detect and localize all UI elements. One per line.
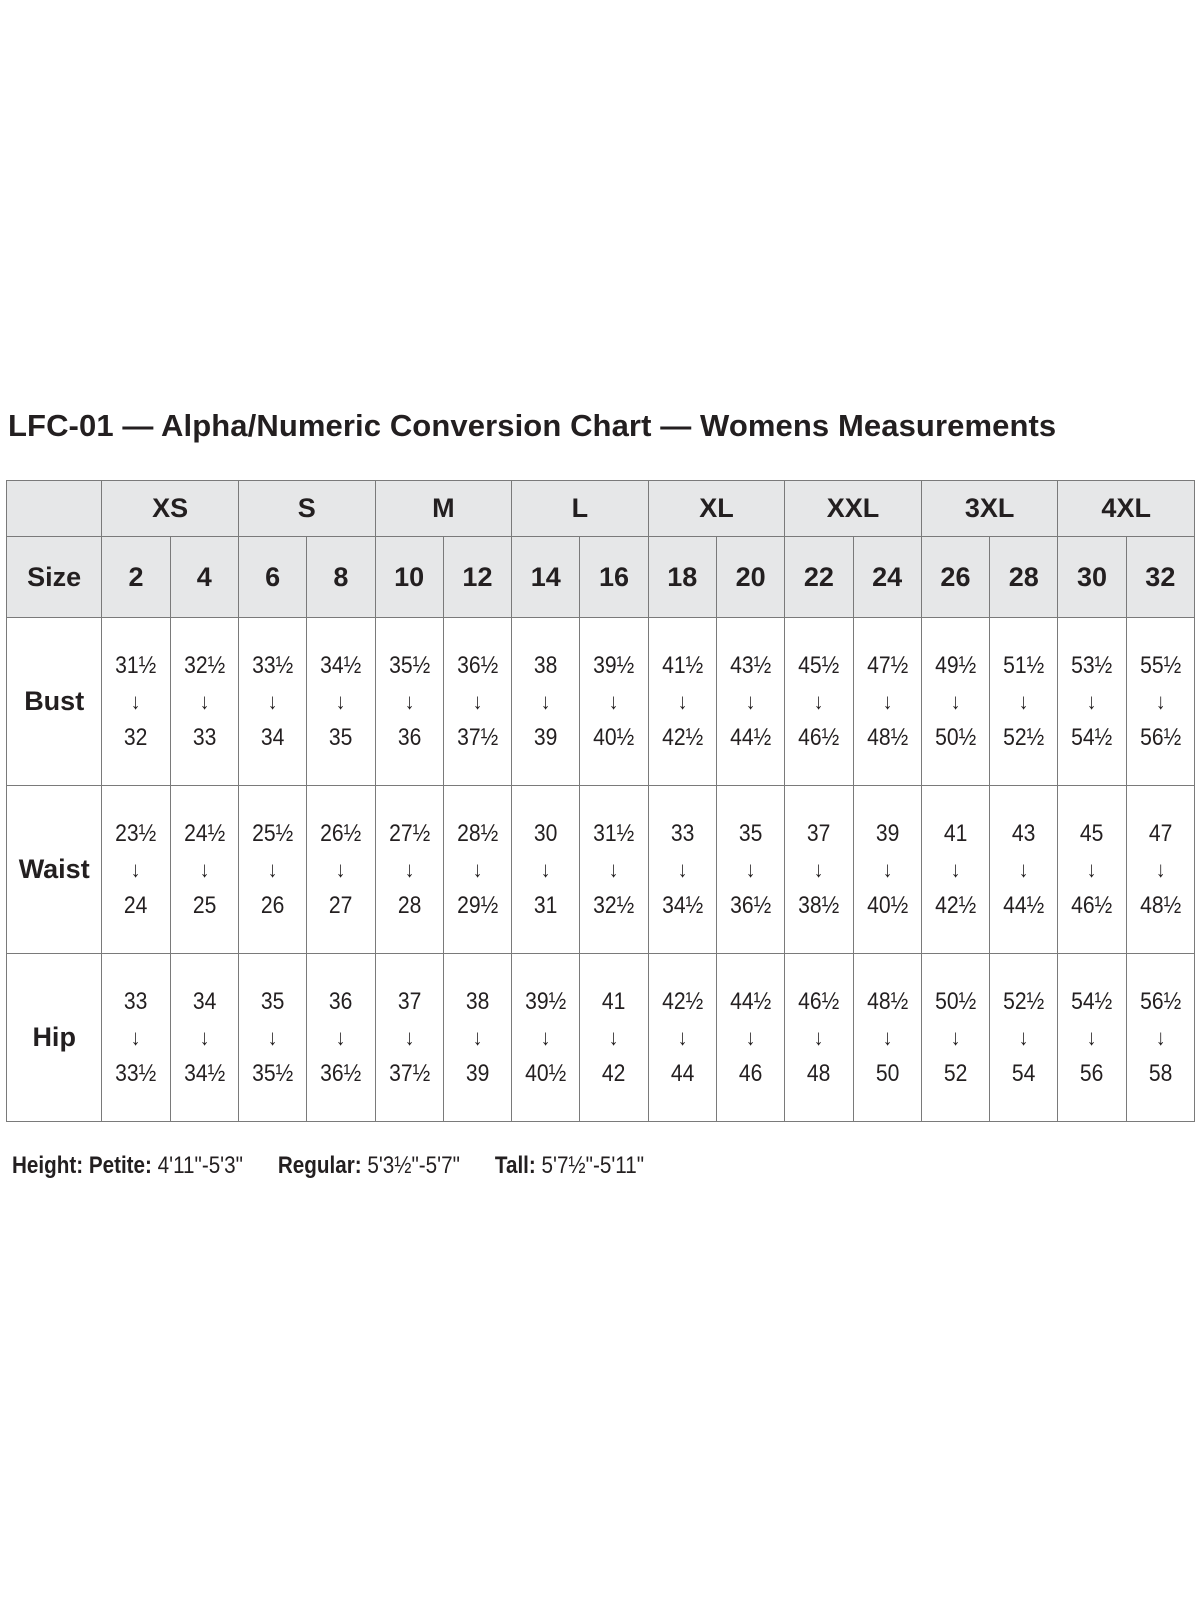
range-from: 46½ [798,987,840,1015]
measurement-row [7,954,1195,1122]
down-arrow-icon: ↓ [609,1024,619,1050]
measurement-cell [580,954,648,1122]
range-to: 56 [1080,1059,1104,1087]
down-arrow-icon: ↓ [1155,856,1166,882]
chart-title: LFC-01 — Alpha/Numeric Conversion Chart — Womens Measurements [8,408,1057,443]
numeric-size-header: 8 [307,537,375,618]
measurement-cell [921,786,989,954]
range-to: 34½ [661,891,703,919]
measurement-cell [307,786,375,954]
down-arrow-icon: ↓ [1018,688,1029,714]
range-from: 38 [465,987,490,1015]
range-from: 45½ [798,651,840,679]
measurement-cell [375,786,443,954]
measurement-cell [853,618,921,786]
range-from: 36 [329,987,353,1015]
down-arrow-icon: ↓ [1155,688,1166,714]
down-arrow-icon: ↓ [540,856,551,882]
range-to: 37½ [456,723,499,751]
range-to: 42½ [661,723,703,751]
measurement-cell [990,786,1058,954]
down-arrow-icon: ↓ [677,688,688,714]
measurement-cell [102,954,170,1122]
range-from: 43½ [730,651,772,679]
down-arrow-icon: ↓ [1155,1024,1166,1050]
range-to: 50½ [934,723,977,751]
down-arrow-icon: ↓ [814,1024,824,1050]
numeric-size-header: 32 [1126,537,1194,618]
down-arrow-icon: ↓ [609,856,619,882]
tall-value: 5'7½"-5'11" [541,1152,645,1179]
numeric-size-header: 30 [1058,537,1126,618]
petite-label: Petite: [88,1152,152,1179]
numeric-size-header: 22 [785,537,853,618]
measurement-cell [921,618,989,786]
range-from: 35 [260,987,285,1015]
range-from: 36½ [456,651,499,679]
down-arrow-icon: ↓ [267,1024,278,1050]
range-from: 52½ [1003,987,1045,1015]
range-to: 37½ [388,1059,430,1087]
range-from: 41 [602,987,626,1015]
measurement-cell [375,618,443,786]
range-from: 39 [875,819,899,847]
range-to: 58 [1148,1059,1173,1087]
range-from: 25½ [252,819,294,847]
down-arrow-icon: ↓ [1087,688,1097,714]
measurement-cell [853,786,921,954]
range-from: 38 [533,651,558,679]
down-arrow-icon: ↓ [1087,856,1097,882]
range-to: 38½ [798,891,840,919]
down-arrow-icon: ↓ [199,856,210,882]
alpha-size-header: L [512,481,649,537]
down-arrow-icon: ↓ [950,688,961,714]
range-to: 40½ [866,891,908,919]
down-arrow-icon: ↓ [882,688,892,714]
range-from: 35 [738,819,763,847]
down-arrow-icon: ↓ [404,688,415,714]
range-to: 39 [465,1059,490,1087]
numeric-size-header: 20 [716,537,784,618]
range-from: 48½ [866,987,908,1015]
measurement-label: Bust [7,618,102,786]
measurement-cell [102,786,170,954]
range-from: 37 [397,987,421,1015]
measurement-cell [648,954,716,1122]
range-to: 40½ [525,1059,567,1087]
tall-label: Tall: [494,1152,536,1179]
down-arrow-icon: ↓ [267,688,278,714]
height-legend [12,1152,644,1180]
size-label: Size [7,537,102,618]
measurement-cell [990,954,1058,1122]
range-to: 36½ [320,1059,362,1087]
range-from: 50½ [934,987,977,1015]
numeric-size-header: 4 [170,537,238,618]
corner-cell [7,481,102,537]
down-arrow-icon: ↓ [199,1024,210,1050]
range-from: 33 [670,819,695,847]
range-to: 32½ [593,891,635,919]
range-from: 30 [533,819,558,847]
measurement-row [7,618,1195,786]
down-arrow-icon: ↓ [404,856,415,882]
measurement-cell [716,786,784,954]
down-arrow-icon: ↓ [882,1024,892,1050]
range-from: 41 [943,819,968,847]
down-arrow-icon: ↓ [950,856,961,882]
down-arrow-icon: ↓ [336,1024,346,1050]
range-to: 42½ [934,891,977,919]
down-arrow-icon: ↓ [131,1024,141,1050]
down-arrow-icon: ↓ [814,856,824,882]
range-from: 33½ [252,651,294,679]
alpha-size-header: XXL [785,481,922,537]
down-arrow-icon: ↓ [472,1024,483,1050]
range-to: 50 [875,1059,899,1087]
numeric-size-header: 12 [443,537,511,618]
down-arrow-icon: ↓ [745,856,756,882]
range-from: 34½ [320,651,362,679]
measurement-cell [785,618,853,786]
measurement-cell [307,618,375,786]
range-from: 32½ [183,651,225,679]
measurement-cell [1126,954,1194,1122]
numeric-size-header: 24 [853,537,921,618]
measurement-cell [990,618,1058,786]
down-arrow-icon: ↓ [199,688,210,714]
numeric-size-header: 10 [375,537,443,618]
range-to: 44 [670,1059,695,1087]
alpha-size-header: 4XL [1058,481,1195,537]
range-to: 42 [602,1059,626,1087]
measurement-cell [1126,786,1194,954]
alpha-size-header: XS [102,481,239,537]
range-to: 56½ [1139,723,1181,751]
measurement-cell [716,618,784,786]
measurement-cell [648,618,716,786]
range-from: 34 [192,987,217,1015]
range-to: 29½ [456,891,499,919]
numeric-size-header: 2 [102,537,170,618]
range-from: 33 [124,987,148,1015]
measurement-cell [1058,954,1126,1122]
measurement-cell [785,786,853,954]
measurement-cell [785,954,853,1122]
down-arrow-icon: ↓ [609,688,619,714]
range-from: 31½ [115,651,157,679]
measurements-body [7,618,1195,1122]
alpha-size-header: S [238,481,375,537]
numeric-size-header: 26 [921,537,989,618]
range-to: 24 [124,891,148,919]
range-to: 46½ [798,723,840,751]
measurement-cell [170,618,238,786]
down-arrow-icon: ↓ [1018,856,1029,882]
range-to: 52 [943,1059,968,1087]
down-arrow-icon: ↓ [472,856,483,882]
numeric-size-header: 14 [512,537,580,618]
range-from: 54½ [1071,987,1113,1015]
down-arrow-icon: ↓ [404,1024,415,1050]
range-from: 24½ [183,819,225,847]
range-from: 39½ [593,651,635,679]
numeric-size-header: 16 [580,537,648,618]
measurement-label: Hip [7,954,102,1122]
range-from: 43 [1011,819,1036,847]
range-to: 48½ [866,723,908,751]
range-from: 49½ [934,651,977,679]
alpha-size-row [7,481,1195,537]
range-from: 23½ [115,819,157,847]
down-arrow-icon: ↓ [745,688,756,714]
numeric-size-header: 28 [990,537,1058,618]
measurement-cell [853,954,921,1122]
range-from: 31½ [593,819,635,847]
measurement-cell [580,618,648,786]
range-to: 48½ [1139,891,1181,919]
range-to: 33½ [115,1059,157,1087]
range-from: 55½ [1139,651,1181,679]
down-arrow-icon: ↓ [472,688,483,714]
range-to: 32 [124,723,148,751]
measurement-cell [170,954,238,1122]
down-arrow-icon: ↓ [882,856,892,882]
measurement-cell [921,954,989,1122]
measurement-cell [443,954,511,1122]
range-from: 37 [807,819,831,847]
range-to: 54 [1011,1059,1036,1087]
measurement-cell [170,786,238,954]
down-arrow-icon: ↓ [267,856,278,882]
range-to: 44½ [1003,891,1045,919]
measurement-cell [1126,618,1194,786]
range-from: 35½ [388,651,430,679]
measurement-cell [102,618,170,786]
down-arrow-icon: ↓ [131,856,141,882]
range-to: 35 [329,723,353,751]
down-arrow-icon: ↓ [1087,1024,1097,1050]
measurement-cell [512,954,580,1122]
measurement-cell [307,954,375,1122]
range-from: 26½ [320,819,362,847]
measurement-cell [443,618,511,786]
measurement-cell [580,786,648,954]
down-arrow-icon: ↓ [1018,1024,1029,1050]
down-arrow-icon: ↓ [540,1024,551,1050]
numeric-size-header: 6 [238,537,306,618]
measurement-cell [238,954,306,1122]
measurement-cell [648,786,716,954]
range-from: 41½ [661,651,703,679]
range-to: 46½ [1071,891,1113,919]
measurement-cell [716,954,784,1122]
range-to: 36½ [730,891,772,919]
range-from: 51½ [1003,651,1045,679]
range-from: 42½ [661,987,703,1015]
range-from: 27½ [388,819,430,847]
range-to: 33 [192,723,217,751]
range-to: 27 [329,891,353,919]
range-from: 39½ [525,987,567,1015]
down-arrow-icon: ↓ [677,856,688,882]
range-to: 48 [807,1059,831,1087]
range-from: 47½ [866,651,908,679]
range-to: 52½ [1003,723,1045,751]
measurement-cell [375,954,443,1122]
regular-value: 5'3½"-5'7" [367,1152,460,1179]
range-to: 46 [738,1059,763,1087]
measurement-cell [1058,618,1126,786]
measurement-cell [512,618,580,786]
range-to: 34 [260,723,285,751]
range-to: 26 [260,891,285,919]
down-arrow-icon: ↓ [336,856,346,882]
range-to: 40½ [593,723,635,751]
range-from: 53½ [1071,651,1113,679]
range-from: 28½ [456,819,499,847]
down-arrow-icon: ↓ [336,688,346,714]
petite-value: 4'11"-5'3" [157,1152,243,1179]
range-from: 44½ [730,987,772,1015]
range-from: 45 [1080,819,1104,847]
measurement-cell [443,786,511,954]
alpha-size-header: XL [648,481,785,537]
numeric-size-row [7,537,1195,618]
numeric-size-header: 18 [648,537,716,618]
measurement-cell [238,618,306,786]
range-to: 39 [533,723,558,751]
range-to: 35½ [252,1059,294,1087]
range-to: 54½ [1071,723,1113,751]
range-from: 47 [1148,819,1173,847]
measurement-cell [238,786,306,954]
down-arrow-icon: ↓ [540,688,551,714]
alpha-size-header: 3XL [921,481,1058,537]
down-arrow-icon: ↓ [677,1024,688,1050]
range-to: 31 [533,891,558,919]
regular-label: Regular: [277,1152,362,1179]
range-to: 25 [192,891,217,919]
range-from: 56½ [1139,987,1181,1015]
down-arrow-icon: ↓ [950,1024,961,1050]
measurement-cell [512,786,580,954]
range-to: 36 [397,723,421,751]
alpha-size-header: M [375,481,512,537]
down-arrow-icon: ↓ [131,688,141,714]
down-arrow-icon: ↓ [814,688,824,714]
size-conversion-table [6,480,1195,1122]
measurement-row [7,786,1195,954]
measurement-label: Waist [7,786,102,954]
measurement-cell [1058,786,1126,954]
range-to: 34½ [183,1059,225,1087]
range-to: 28 [397,891,421,919]
down-arrow-icon: ↓ [745,1024,756,1050]
height-label: Height: [12,1152,84,1179]
range-to: 44½ [730,723,772,751]
